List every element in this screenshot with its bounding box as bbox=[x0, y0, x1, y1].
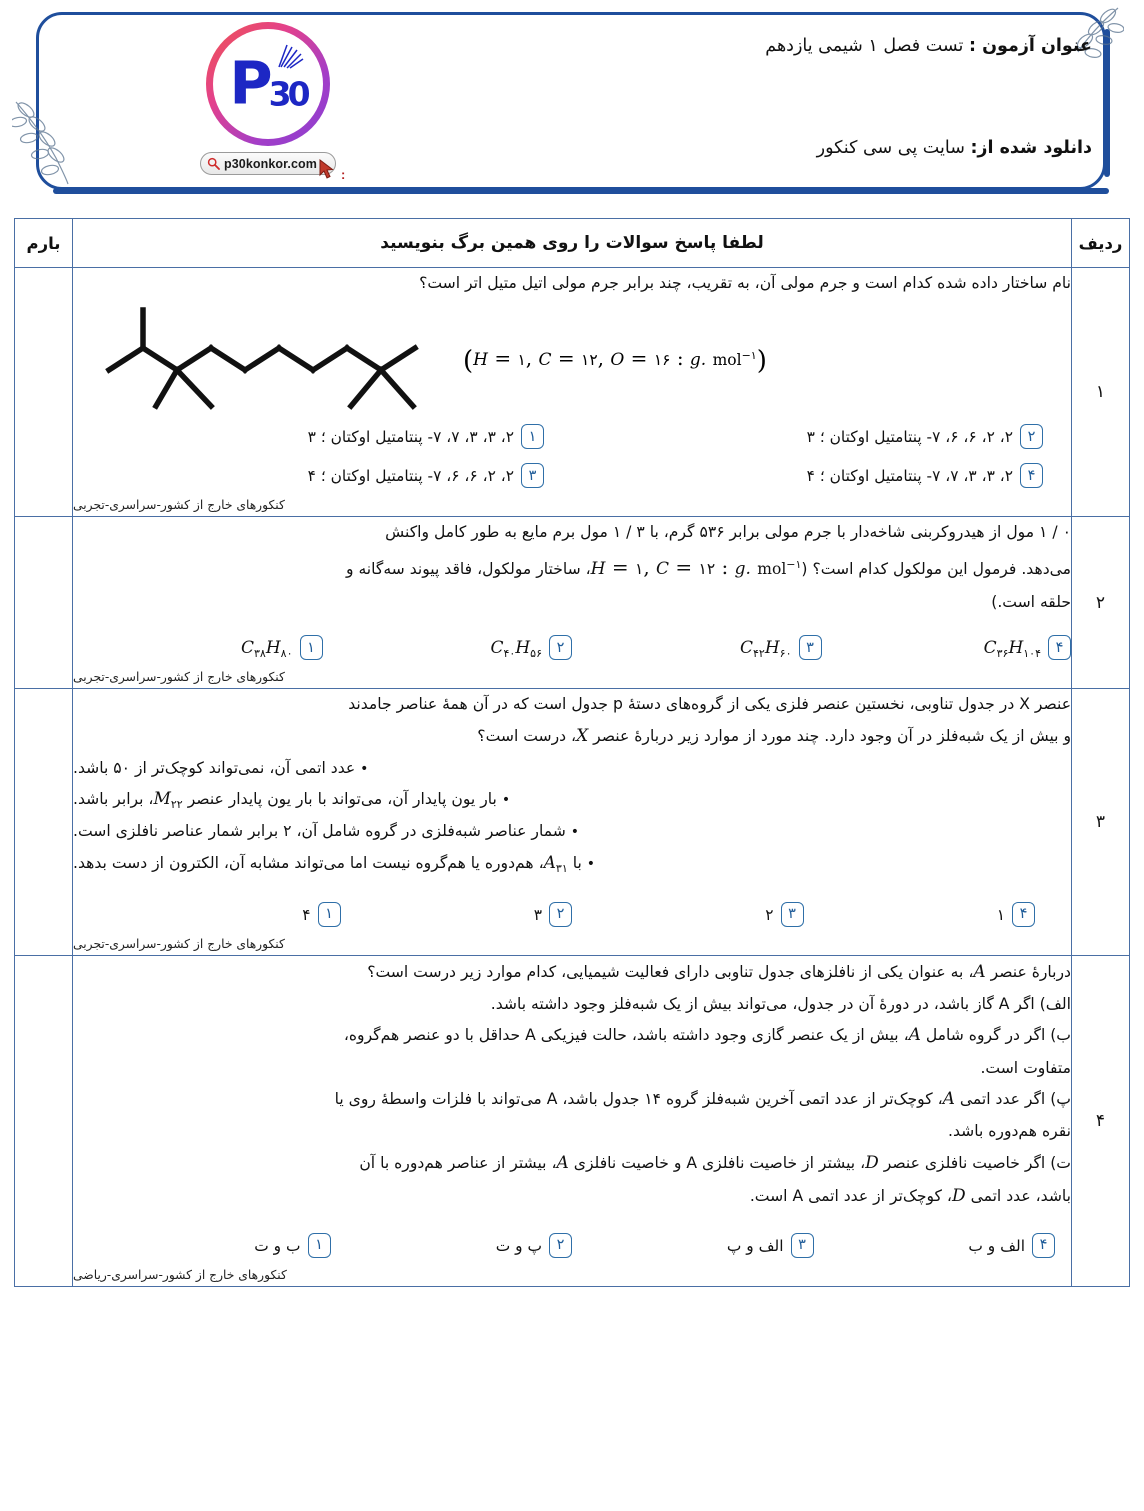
stem-line-1: عنصر X در جدول تناوبی، نخستین عنصر فلزی یکی از گروه‌های دستهٔ p جدول است که در آن همهٔ عناصر جامدند bbox=[348, 695, 1071, 714]
option-3[interactable] bbox=[73, 463, 572, 488]
download-label: دانلود شده از: bbox=[970, 138, 1092, 158]
download-value: سایت پی سی کنکور bbox=[816, 138, 965, 158]
option-number: ۱ bbox=[318, 902, 341, 927]
element-symbol-m: M bbox=[153, 789, 171, 810]
option-label: الف و پ bbox=[726, 1236, 784, 1255]
option-label: $C_{۳۶}H_{۱۰۴}$ bbox=[983, 637, 1041, 660]
option-label: پ و ت bbox=[495, 1236, 542, 1255]
question-body bbox=[73, 268, 1072, 517]
option-2[interactable] bbox=[331, 1233, 573, 1258]
clause-te-c: ، بیشتر از عناصر هم‌دوره با آن bbox=[359, 1153, 557, 1172]
option-4[interactable] bbox=[822, 635, 1072, 660]
option-label: ۲، ۳، ۳، ۷، ۷- پنتامتیل اوکتان ؛ ۴ bbox=[806, 467, 1013, 486]
element-symbol-a: A bbox=[908, 1025, 921, 1046]
option-2[interactable] bbox=[341, 902, 573, 927]
options-row bbox=[73, 1233, 1071, 1258]
option-label: ب و ت bbox=[254, 1236, 301, 1255]
stem-line-1 bbox=[73, 956, 1071, 989]
question-number: ۳ bbox=[1072, 689, 1130, 956]
option-number: ۳ bbox=[791, 1233, 814, 1258]
table-header-row bbox=[15, 219, 1130, 268]
option-number: ۲ bbox=[549, 635, 572, 660]
stem-line-3: حلقه است.) bbox=[991, 592, 1071, 611]
question-body bbox=[73, 955, 1072, 1286]
option-number: ۴ bbox=[1020, 463, 1043, 488]
options-row-2 bbox=[73, 463, 1071, 488]
option-number: ۲ bbox=[549, 902, 572, 927]
bullet-text-a: بار یون پایدار آن، می‌تواند با بار یون پایدار عنصر bbox=[187, 790, 497, 809]
clause-pe bbox=[73, 1083, 1071, 1116]
option-label: ۳ bbox=[533, 905, 542, 924]
bullet-1: • عدد اتمی آن، نمی‌تواند کوچک‌تر از ۵۰ باشد. bbox=[73, 758, 369, 777]
option-2[interactable] bbox=[572, 424, 1071, 449]
option-label: الف و ب bbox=[968, 1236, 1025, 1255]
option-1[interactable] bbox=[89, 1233, 331, 1258]
option-number: ۳ bbox=[799, 635, 822, 660]
skeletal-structure-figure bbox=[73, 302, 1071, 424]
element-symbol-a: A bbox=[556, 1152, 569, 1173]
question-number: ۲ bbox=[1072, 517, 1130, 689]
element-symbol-a: A bbox=[942, 1088, 955, 1109]
site-logo bbox=[168, 20, 368, 182]
bullet-text-b: ، هم‌دوره یا هم‌گروه نیست اما می‌تواند مشابه آن، الکترون از دست بدهد. bbox=[73, 853, 544, 872]
question-source: کنکورهای خارج از کشور-سراسری-ریاضی bbox=[73, 1267, 287, 1282]
exam-table bbox=[14, 218, 1130, 1287]
question-stem bbox=[73, 517, 1071, 617]
option-number: ۳ bbox=[521, 463, 544, 488]
option-4[interactable] bbox=[804, 902, 1036, 927]
element-subscript: ۳۱ bbox=[555, 861, 568, 875]
question-barom bbox=[15, 689, 73, 956]
question-number: ۱ bbox=[1072, 268, 1130, 517]
option-label: ۱ bbox=[996, 905, 1005, 924]
clause-te-cont-b: ، کوچک‌تر از عدد اتمی A است. bbox=[749, 1186, 952, 1205]
search-icon bbox=[207, 157, 220, 170]
table-row bbox=[15, 268, 1130, 517]
question-body bbox=[73, 689, 1072, 956]
question-source: کنکورهای خارج از کشور-سراسری-تجربی bbox=[73, 498, 285, 513]
cursor-arrow-icon bbox=[319, 159, 335, 179]
option-1[interactable] bbox=[73, 635, 323, 660]
option-4[interactable] bbox=[814, 1233, 1056, 1258]
stem-line-2 bbox=[73, 548, 1071, 587]
clause-be-cont: متفاوت است. bbox=[980, 1058, 1071, 1077]
table-row bbox=[15, 517, 1130, 689]
element-subscript: ۲۲ bbox=[170, 798, 183, 812]
option-1[interactable] bbox=[109, 902, 341, 927]
options-row-1 bbox=[73, 424, 1071, 449]
stem-line-1: ۰ / ۱ مول از هیدروکربنی شاخه‌دار با جرم مولی برابر ۵۳۶ گرم، با ۳ / ۱ مول برم مایع به طور کامل واکنش bbox=[385, 523, 1071, 542]
option-number: ۱ bbox=[308, 1233, 331, 1258]
exam-title-line bbox=[765, 36, 1092, 56]
option-label: $C_{۳۸}H_{۸۰}$ bbox=[241, 637, 293, 660]
stem-line-1a: دربارهٔ عنصر bbox=[990, 962, 1071, 981]
option-3[interactable] bbox=[572, 902, 804, 927]
stem-line-2a: و بیش از یک شبه‌فلز در آن وجود دارد. چند مورد از موارد زیر دربارهٔ عنصر bbox=[593, 726, 1071, 745]
question-stem bbox=[73, 956, 1071, 1213]
stem-line-2a: می‌دهد. فرمول این مولکول کدام است؟ ( bbox=[801, 559, 1071, 578]
options-row bbox=[73, 635, 1071, 660]
clause-te-cont-a: باشد، عدد اتمی bbox=[970, 1186, 1071, 1205]
option-number: ۴ bbox=[1012, 902, 1035, 927]
site-url-text: p30konkor.com bbox=[224, 156, 317, 171]
logo-ring bbox=[206, 22, 330, 146]
question-barom bbox=[15, 517, 73, 689]
option-3[interactable] bbox=[572, 1233, 814, 1258]
option-2[interactable] bbox=[323, 635, 573, 660]
burst-icon bbox=[275, 43, 305, 69]
element-symbol-a: A bbox=[543, 852, 556, 873]
option-label: $C_{۴۲}H_{۶۰}$ bbox=[740, 637, 792, 660]
header-text-block bbox=[765, 28, 1092, 158]
option-3[interactable] bbox=[572, 635, 822, 660]
table-row bbox=[15, 955, 1130, 1286]
stem-line-2 bbox=[73, 720, 1071, 753]
page-header bbox=[16, 6, 1128, 206]
clause-alef: الف) اگر A گاز باشد، در دورهٔ آن در جدول، می‌تواند بیش از یک شبه‌فلز وجود داشته باشد. bbox=[490, 995, 1071, 1013]
element-symbol-d: D bbox=[951, 1185, 966, 1206]
option-number: ۱ bbox=[300, 635, 323, 660]
bullet-2: • بار یون پایدار آن، می‌تواند با بار یون پایدار عنصر $M_{۲۲}،$ برابر باشد. bbox=[73, 789, 511, 812]
clause-pe-b: ، کوچک‌تر از عدد اتمی آخرین شبه‌فلز گروه ۱۴ جدول باشد، A می‌تواند با فلزات واسطهٔ روی یا bbox=[334, 1089, 943, 1108]
clause-te-cont bbox=[73, 1180, 1071, 1213]
question-source: کنکورهای خارج از کشور-سراسری-تجربی bbox=[73, 670, 285, 685]
question-stem: نام ساختار داده شده کدام است و جرم مولی آن، به تقریب، چند برابر جرم مولی اتیل متیل اتر است؟ bbox=[419, 274, 1071, 292]
clause-pe-a: پ) اگر عدد اتمی bbox=[959, 1089, 1071, 1108]
option-label: ۲ bbox=[765, 905, 774, 924]
clause-be-a: ب) اگر در گروه شامل bbox=[925, 1026, 1071, 1045]
bullet-text: شمار عناصر شبه‌فلزی در گروه شامل آن، ۲ برابر شمار عناصر نافلزی است. bbox=[73, 822, 566, 841]
element-symbol-d: D bbox=[865, 1152, 879, 1173]
clause-te-a: ت) اگر خاصیت نافلزی عنصر bbox=[883, 1153, 1071, 1172]
clause-te-b: ، بیشتر از خاصیت نافلزی A و خاصیت نافلزی bbox=[573, 1153, 866, 1172]
bullet-text: عدد اتمی آن، نمی‌تواند کوچک‌تر از ۵۰ باشد. bbox=[73, 758, 356, 777]
clause-be-b: ، بیش از یک عنصر گازی وجود داشته باشد، حالت فیزیکی A حداقل با دو عنصر هم‌گروه، bbox=[343, 1026, 909, 1045]
option-label: ۲، ۲، ۶، ۶، ۷- پنتامتیل اوکتان ؛ ۳ bbox=[806, 428, 1013, 447]
olive-branch-icon bbox=[12, 92, 98, 188]
option-label: ۲، ۳، ۳، ۷، ۷- پنتامتیل اوکتان ؛ ۳ bbox=[307, 428, 514, 447]
pill-colon: : bbox=[341, 167, 346, 182]
option-number: ۴ bbox=[1032, 1233, 1055, 1258]
option-1[interactable] bbox=[73, 424, 572, 449]
option-number: ۲ bbox=[1020, 424, 1043, 449]
option-label: ۴ bbox=[302, 905, 311, 924]
site-url-pill[interactable] bbox=[200, 152, 346, 182]
molecule-skeleton-icon bbox=[101, 302, 456, 420]
question-body bbox=[73, 517, 1072, 689]
table-row bbox=[15, 689, 1130, 956]
option-number: ۴ bbox=[1048, 635, 1071, 660]
option-number: ۲ bbox=[549, 1233, 572, 1258]
bullet-4: • با $A_{۳۱}،$ هم‌دوره یا هم‌گروه نیست اما می‌تواند مشابه آن، الکترون از دست بدهد. bbox=[73, 852, 596, 875]
stem-line-2b: ، ساختار مولکول، فاقد پیوند سه‌گانه و bbox=[345, 559, 591, 578]
option-number: ۱ bbox=[521, 424, 544, 449]
option-label: $C_{۴۰}H_{۵۶}$ bbox=[490, 637, 542, 660]
question-barom bbox=[15, 955, 73, 1286]
exam-title-label: عنوان آزمون : bbox=[968, 36, 1092, 56]
element-symbol-x: X bbox=[576, 725, 589, 746]
question-stem bbox=[73, 689, 1071, 880]
option-label: ۲، ۲، ۶، ۶، ۷- پنتامتیل اوکتان ؛ ۴ bbox=[307, 467, 514, 486]
exam-title-value: تست فصل ۱ شیمی یازدهم bbox=[765, 36, 964, 56]
inline-equation: H = ۱, C = ۱۲ : g. mol$^{-۱}$ bbox=[590, 554, 802, 579]
element-symbol-a: A bbox=[973, 961, 986, 982]
option-4[interactable] bbox=[572, 463, 1071, 488]
option-number: ۳ bbox=[781, 902, 804, 927]
options-row bbox=[73, 902, 1071, 927]
clause-pe-cont: نقره هم‌دوره باشد. bbox=[948, 1122, 1071, 1141]
stem-line-2b: ، درست است؟ bbox=[477, 726, 577, 745]
question-source: کنکورهای خارج از کشور-سراسری-تجربی bbox=[73, 936, 285, 951]
clause-te bbox=[73, 1147, 1071, 1180]
question-number: ۴ bbox=[1072, 955, 1130, 1286]
molar-mass-equation: (H = ۱, C = ۱۲, O = ۱۶ : g. mol$^{-۱}$) bbox=[463, 346, 767, 377]
clause-be bbox=[73, 1019, 1071, 1052]
download-source-line bbox=[765, 138, 1092, 158]
bullet-text-b: ، برابر باشد. bbox=[73, 790, 154, 809]
header-barom: بارم bbox=[15, 219, 73, 268]
logo-text: P30 bbox=[229, 48, 307, 118]
header-instruction: لطفا پاسخ سوالات را روی همین برگ بنویسید bbox=[73, 219, 1072, 268]
question-barom bbox=[15, 268, 73, 517]
bullet-3: • شمار عناصر شبه‌فلزی در گروه شامل آن، ۲ برابر شمار عناصر نافلزی است. bbox=[73, 822, 580, 841]
header-radif: ردیف bbox=[1072, 219, 1130, 268]
stem-line-1b: ، به عنوان یکی از نافلزهای جدول تناوبی دارای فعالیت شیمیایی، کدام موارد زیر درست است؟ bbox=[367, 962, 974, 981]
bullet-text-a: با bbox=[572, 853, 582, 872]
